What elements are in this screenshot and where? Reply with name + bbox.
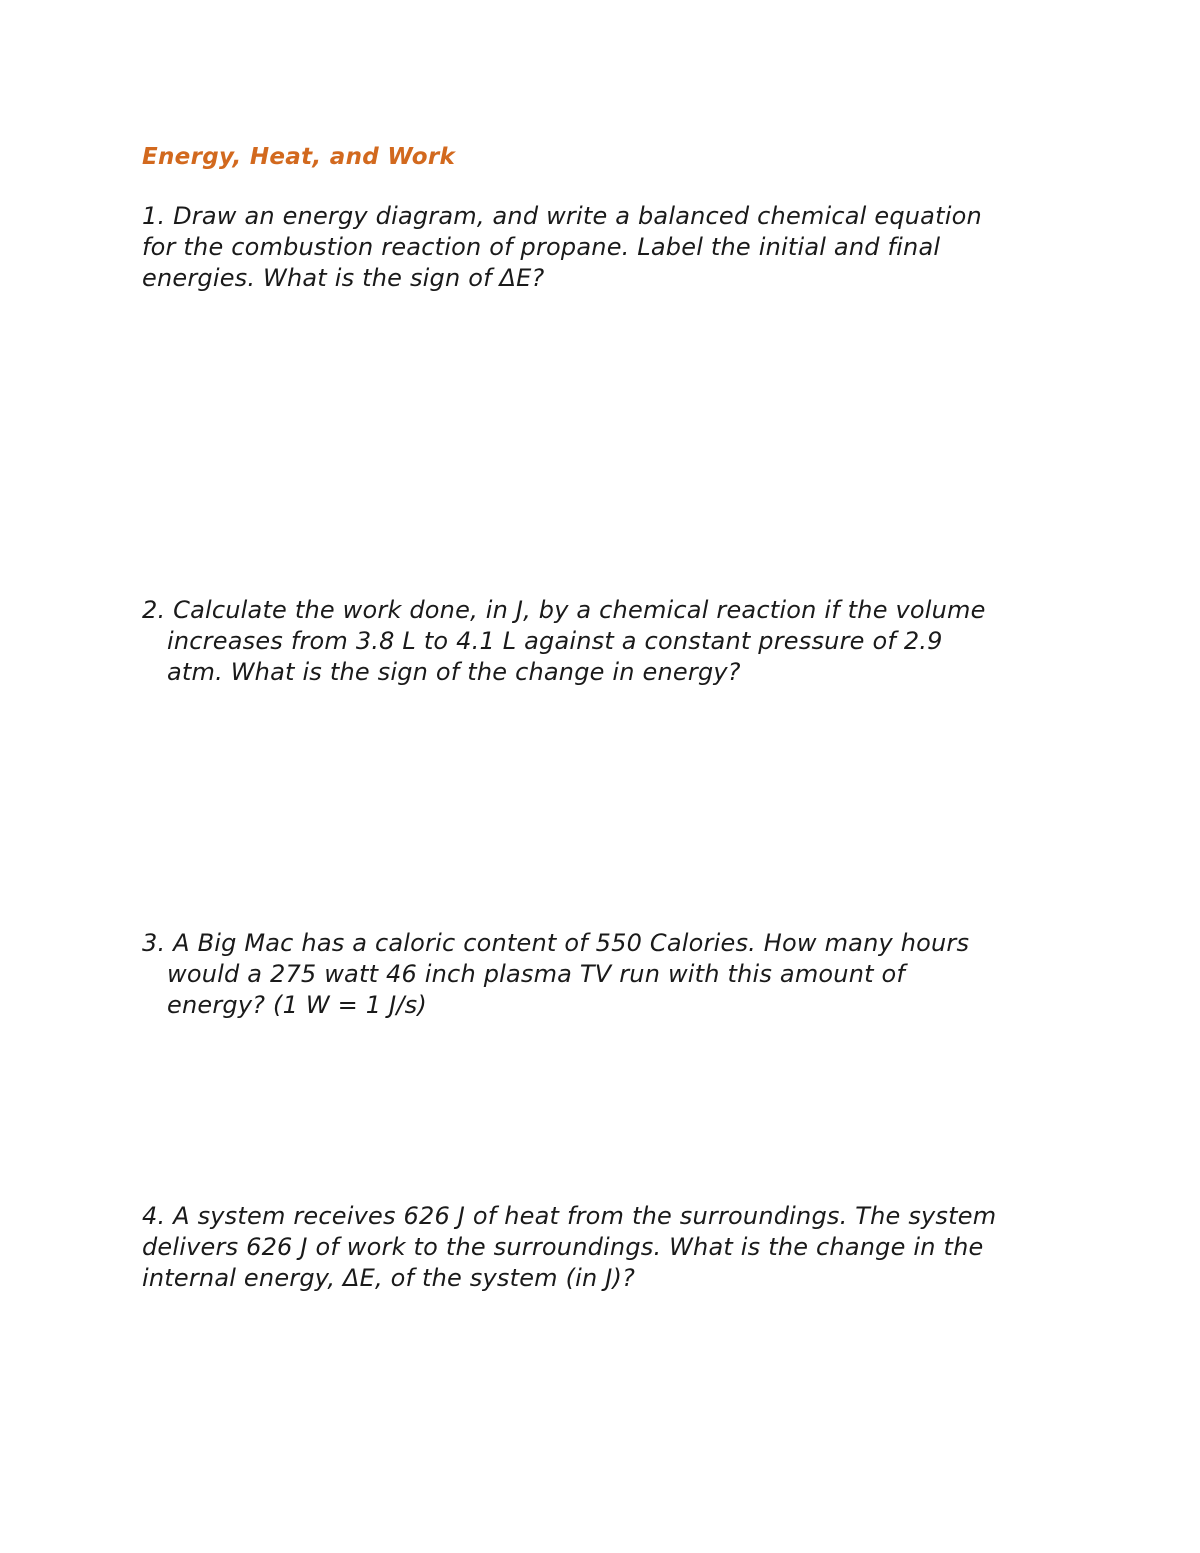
question-4 bbox=[142, 1201, 996, 1294]
question-1-line-1: 1. Draw an energy diagram, and write a balanced chemical equation bbox=[142, 202, 982, 230]
question-1-line-2: for the combustion reaction of propane. Label the initial and final bbox=[142, 233, 941, 261]
question-2-line-3: atm. What is the sign of the change in energy? bbox=[167, 658, 741, 686]
question-1 bbox=[142, 201, 982, 294]
question-3-line-3: energy? (1 W = 1 J/s) bbox=[167, 991, 427, 1019]
question-4-line-2: delivers 626 J of work to the surroundings. What is the change in the bbox=[142, 1233, 984, 1261]
question-2-line-1: 2. Calculate the work done, in J, by a chemical reaction if the volume bbox=[142, 596, 986, 624]
question-1-line-3: energies. What is the sign of ΔE? bbox=[142, 264, 545, 292]
question-3-line-2: would a 275 watt 46 inch plasma TV run with this amount of bbox=[167, 960, 906, 988]
question-2-line-2: increases from 3.8 L to 4.1 L against a constant pressure of 2.9 bbox=[167, 627, 943, 655]
question-3 bbox=[142, 928, 969, 1021]
question-3-line-1: 3. A Big Mac has a caloric content of 550 Calories. How many hours bbox=[142, 929, 970, 957]
question-2 bbox=[142, 595, 986, 688]
page-title: Energy, Heat, and Work bbox=[142, 144, 456, 170]
question-4-line-3: internal energy, ΔE, of the system (in J)? bbox=[142, 1264, 636, 1292]
question-4-line-1: 4. A system receives 626 J of heat from the surroundings. The system bbox=[142, 1202, 997, 1230]
